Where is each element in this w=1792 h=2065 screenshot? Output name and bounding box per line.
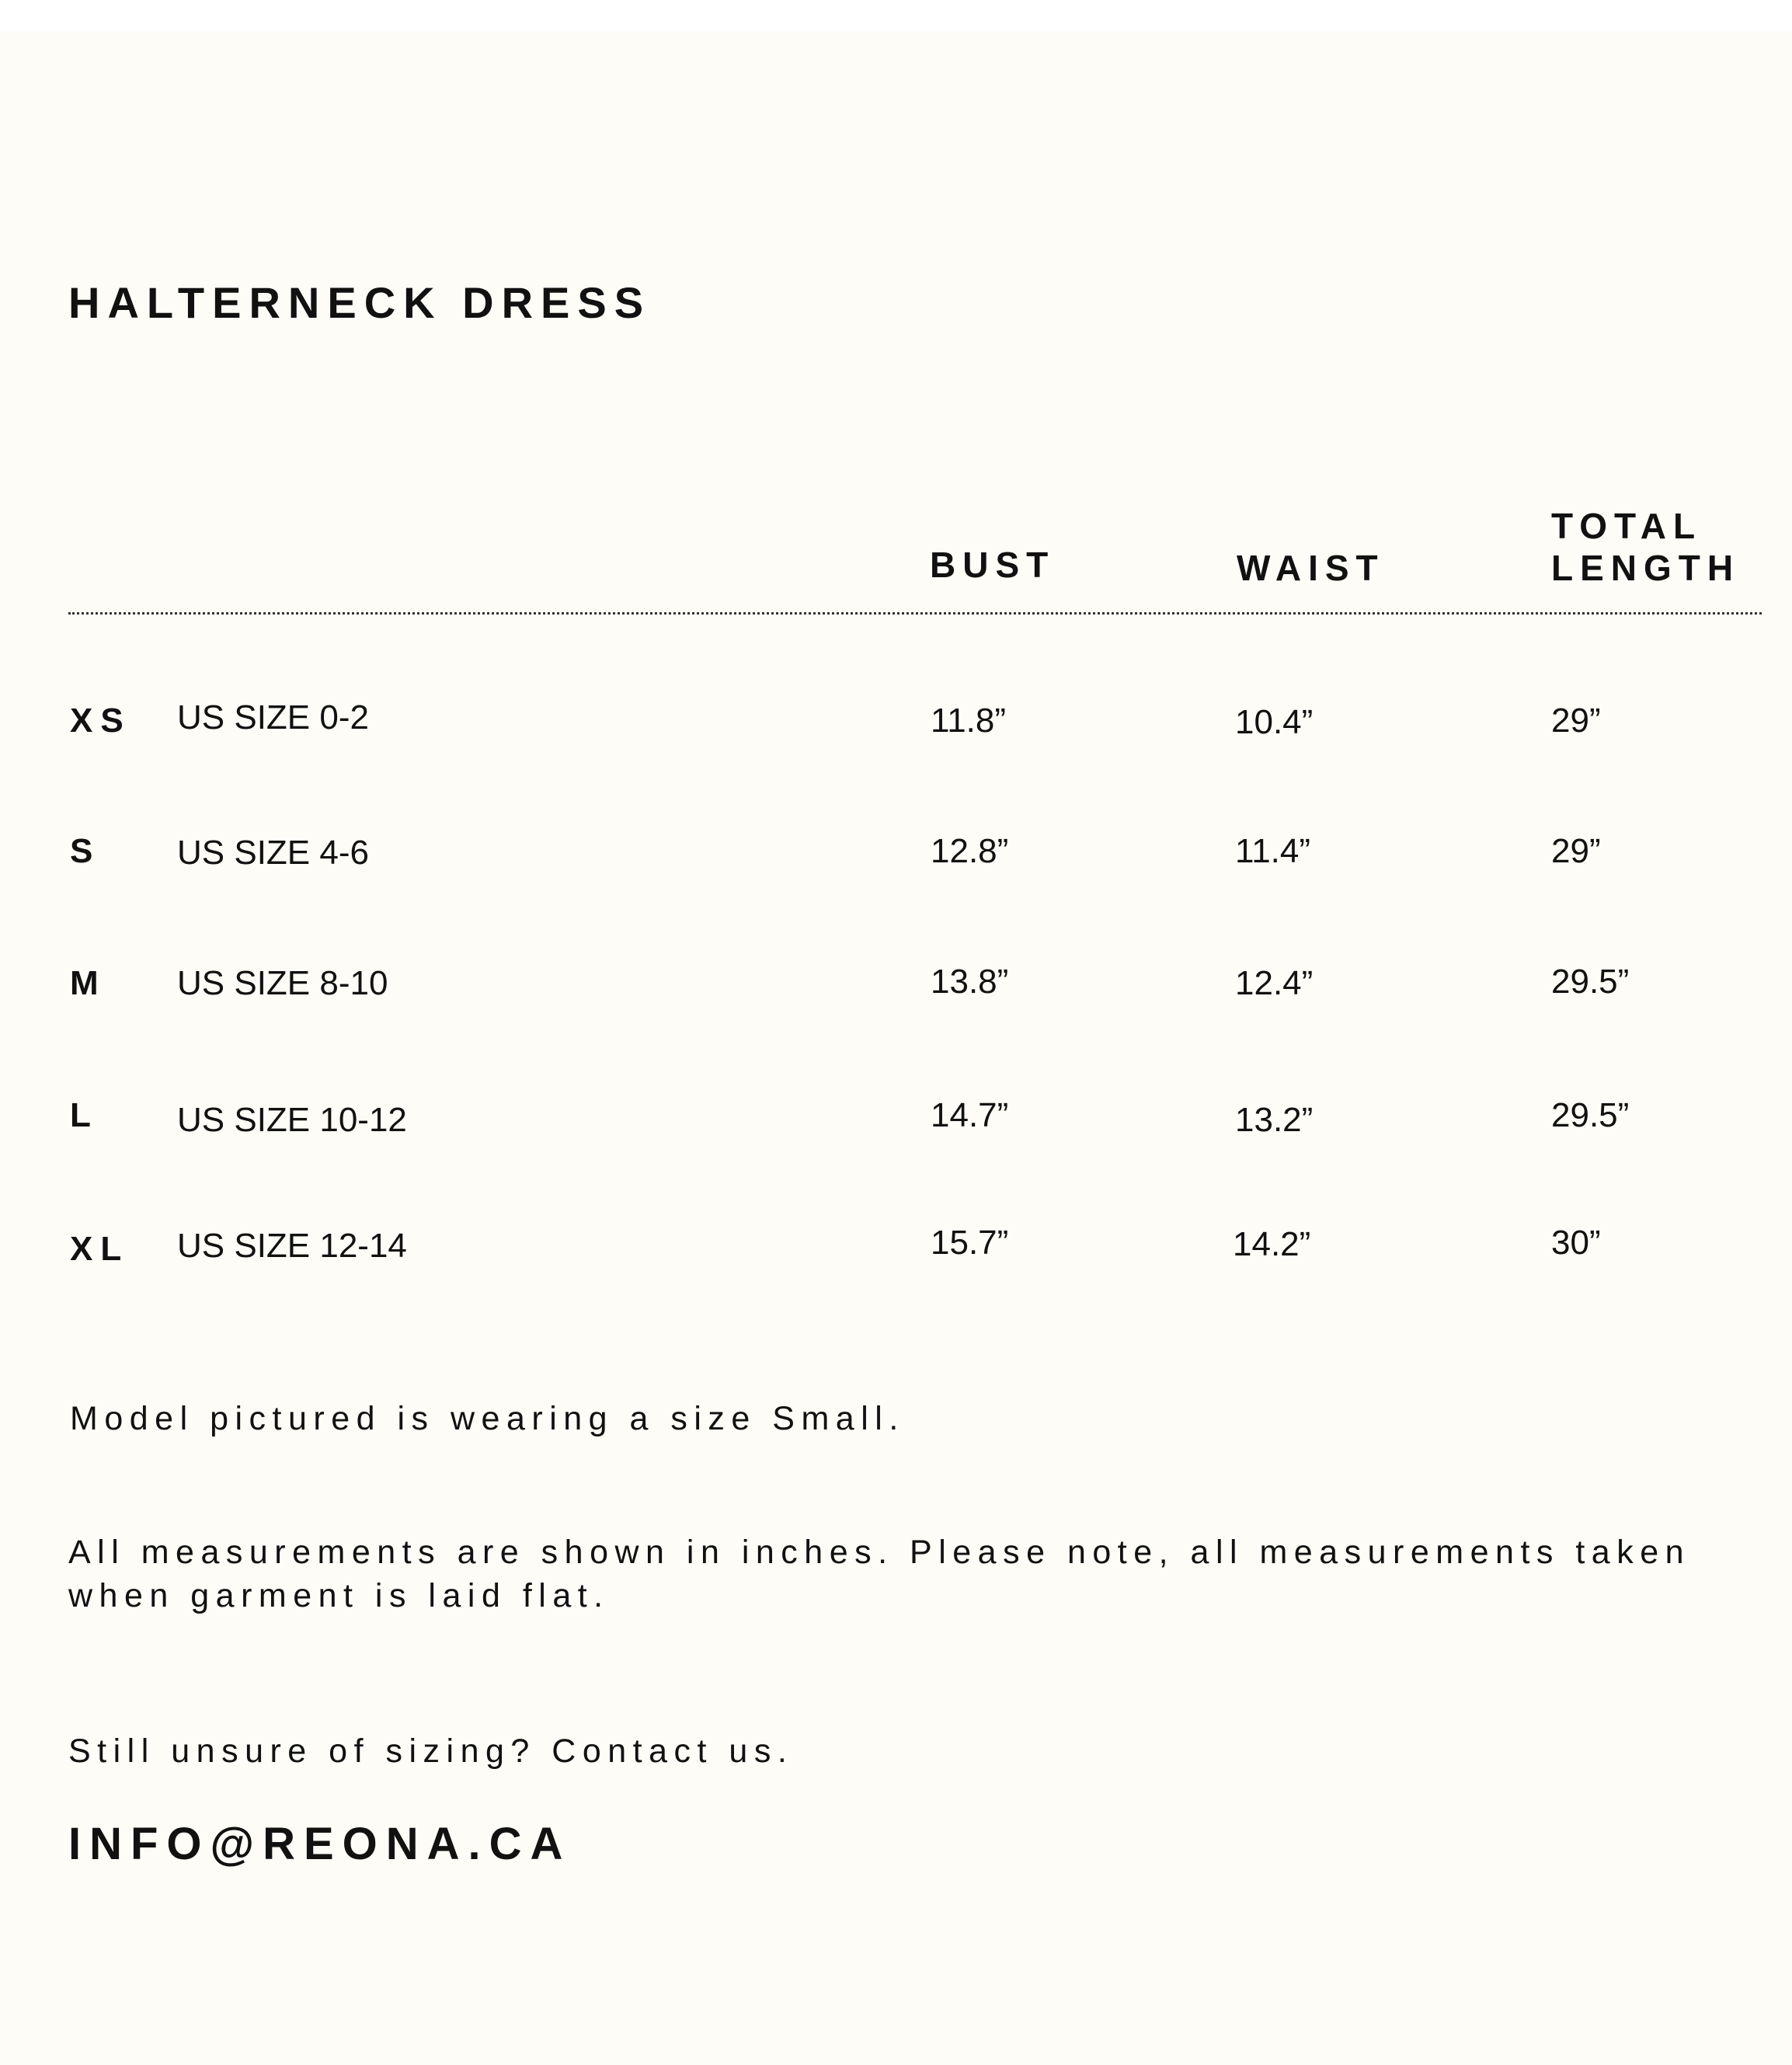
measurement-note [68, 1530, 1690, 1618]
contact-prompt: Still unsure of sizing? Contact us. [68, 1732, 794, 1770]
column-header-total-line1: TOTAL [1551, 506, 1703, 546]
size-chart-sheet [0, 31, 1792, 2065]
total-length-value: 29” [1551, 702, 1601, 740]
table-row [0, 698, 1792, 763]
total-length-value: 29.5” [1551, 1096, 1630, 1134]
size-label: S [70, 832, 101, 870]
waist-value: 11.4” [1235, 832, 1311, 870]
size-label: XL [70, 1230, 130, 1268]
table-row [0, 834, 1792, 897]
us-size: US SIZE 0-2 [177, 698, 369, 737]
waist-value: 10.4” [1235, 703, 1314, 741]
bust-value: 14.7” [931, 1096, 1009, 1134]
bust-value: 15.7” [931, 1224, 1009, 1262]
size-label: M [70, 964, 106, 1002]
table-row [0, 1226, 1792, 1288]
model-size-note: Model pictured is wearing a size Small. [70, 1400, 905, 1437]
bust-value: 13.8” [931, 963, 1009, 1001]
waist-value: 12.4” [1235, 964, 1314, 1002]
contact-email[interactable]: INFO@REONA.CA [68, 1819, 572, 1869]
column-header-total-length [1551, 505, 1740, 589]
header-divider [68, 612, 1762, 615]
table-row [0, 1096, 1792, 1161]
waist-value: 13.2” [1235, 1101, 1314, 1139]
bust-value: 11.8” [931, 702, 1007, 740]
table-row [0, 963, 1792, 1029]
page-title: HALTERNECK DRESS [68, 278, 652, 327]
us-size: US SIZE 10-12 [177, 1101, 407, 1139]
column-header-bust: BUST [930, 545, 1056, 585]
us-size: US SIZE 4-6 [177, 834, 369, 872]
total-length-value: 29.5” [1551, 963, 1630, 1001]
total-length-value: 30” [1551, 1224, 1601, 1262]
us-size: US SIZE 12-14 [177, 1227, 407, 1265]
size-label: XS [70, 702, 131, 740]
us-size: US SIZE 8-10 [177, 964, 388, 1002]
size-label: L [70, 1096, 99, 1134]
total-length-value: 29” [1551, 832, 1601, 870]
measurement-note-line2: when garment is laid flat. [68, 1577, 610, 1614]
column-header-total-line2: LENGTH [1551, 548, 1741, 588]
measurement-note-line1: All measurements are shown in inches. Please note, all measurements taken [68, 1534, 1691, 1571]
column-header-waist: WAIST [1237, 548, 1385, 588]
bust-value: 12.8” [931, 832, 1009, 870]
waist-value: 14.2” [1233, 1225, 1311, 1263]
